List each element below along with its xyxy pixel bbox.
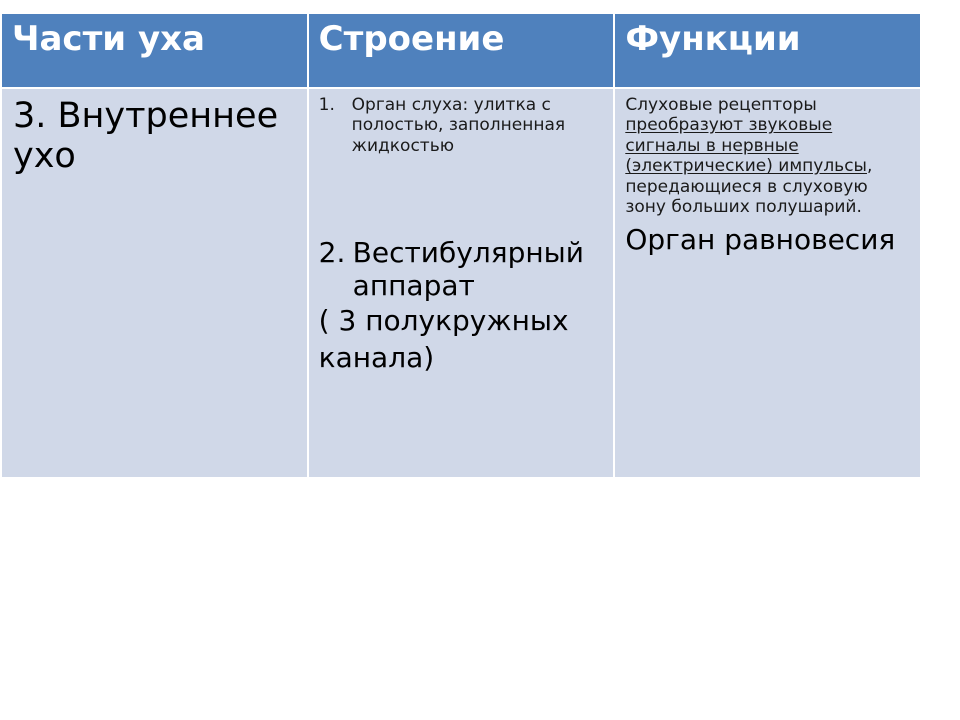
structure-item-text: Орган слуха: улитка с полостью, заполненная жидкостью	[351, 95, 566, 156]
function-hearing-underlined: преобразуют звуковые сигналы в нервные (электрические) импульсы	[625, 115, 867, 177]
cell-structure	[308, 88, 615, 478]
header-functions	[614, 13, 921, 88]
functions-content	[615, 89, 920, 257]
structure-item-number: 1.	[318, 95, 335, 115]
function-hearing-start: Слуховые рецепторы	[625, 95, 817, 115]
part-name: 3. Внутреннее ухо	[13, 96, 279, 176]
header-functions-label: Функции	[625, 19, 801, 59]
function-hearing	[625, 95, 912, 217]
cell-part	[1, 88, 308, 478]
structure-item-text: Вестибулярный аппарат	[352, 236, 584, 303]
structure-item-number: 2.	[318, 236, 346, 270]
function-hearing-end: , передающиеся в слуховую зону больших полушарий.	[625, 156, 873, 217]
header-parts-label: Части уха	[12, 19, 205, 59]
header-structure	[308, 13, 615, 88]
cell-functions	[614, 88, 921, 478]
structure-list	[309, 89, 614, 376]
table-header-row	[1, 13, 921, 88]
header-structure-label: Строение	[318, 19, 505, 59]
structure-item-note: ( 3 полукружных канала)	[318, 304, 569, 374]
function-balance: Орган равновесия	[625, 223, 896, 257]
table-row	[1, 88, 921, 478]
structure-item-hearing-organ	[319, 95, 606, 156]
ear-parts-table	[0, 12, 922, 479]
header-parts	[1, 13, 308, 88]
structure-item-vestibular	[319, 236, 606, 302]
